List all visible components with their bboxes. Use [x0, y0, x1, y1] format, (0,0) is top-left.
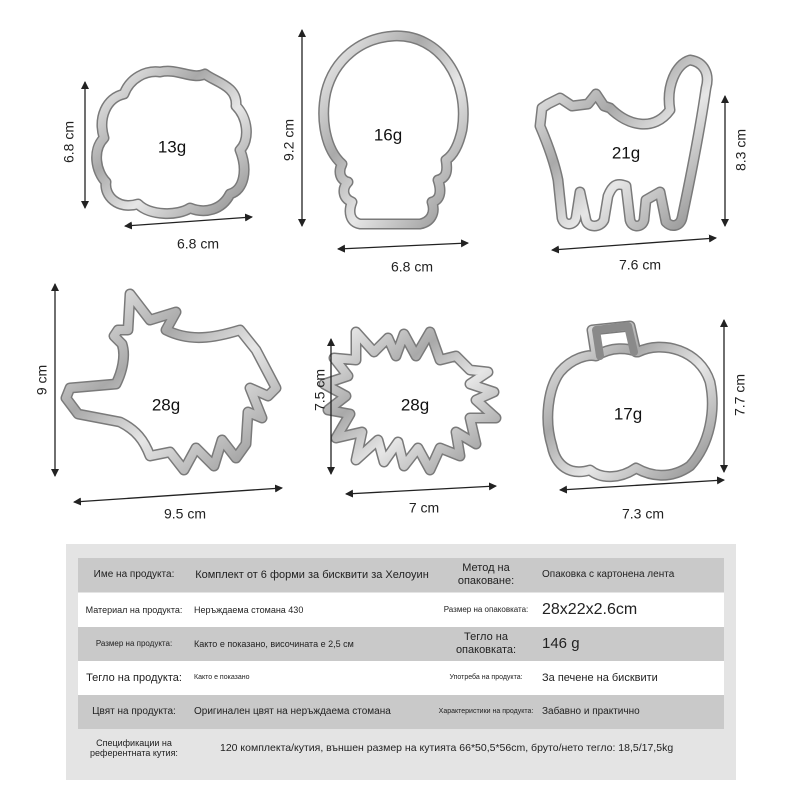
- spider-web-cutter-height-label: 6.8 cm: [60, 120, 77, 164]
- witch-cutter-width-label: 9.5 cm: [163, 505, 207, 522]
- spec-row: [78, 627, 724, 661]
- cat-cutter-height-label: 8.3 cm: [732, 128, 749, 172]
- pumpkin-cutter-height-label: 7.7 cm: [731, 373, 748, 417]
- pumpkin-cutter-weight-label: 17g: [613, 404, 643, 424]
- cat-cutter-width-label: 7.6 cm: [618, 256, 662, 273]
- spec-key: Тегло на продукта:: [86, 671, 182, 684]
- spec-value: 146 g: [542, 635, 580, 653]
- spider-cutter-weight-label: 28g: [400, 395, 430, 415]
- spider-cutter-width-label: 7 cm: [408, 499, 440, 516]
- spec-value: Неръждаема стомана 430: [194, 604, 304, 615]
- spider-web-cutter-width-arrow: [125, 217, 252, 226]
- spec-reference-value: 120 комплекта/кутия, външен размер на кутията 66*50,5*56cm, бруто/нето тегло: 18,5/17,5kg: [220, 741, 674, 754]
- witch-cutter-weight-label: 28g: [151, 395, 181, 415]
- witch-shape: [66, 294, 276, 470]
- spider-web-cutter-width-label: 6.8 cm: [176, 235, 220, 252]
- spec-value: Както е показано: [194, 673, 250, 681]
- spec-value: За печене на бисквити: [542, 671, 658, 684]
- spec-key: Употреба на продукта:: [449, 673, 523, 681]
- spec-value: Забавно и практично: [542, 706, 640, 718]
- spec-row: [78, 558, 724, 592]
- spec-value: Както е показано, височината е 2,5 см: [194, 638, 354, 649]
- skull-cutter-width-arrow: [338, 243, 468, 249]
- spider-cutter-height-label: 7.5 cm: [311, 368, 328, 412]
- spec-value: 28x22x2.6cm: [542, 600, 638, 618]
- pumpkin-cutter-width-arrow: [560, 480, 724, 490]
- spec-key: Име на продукта:: [93, 569, 175, 581]
- spec-row: [78, 661, 724, 695]
- spec-table: [66, 544, 736, 780]
- pumpkin-cutter-width-label: 7.3 cm: [621, 505, 665, 522]
- spec-row: [78, 695, 724, 729]
- cat-cutter-width-arrow: [552, 238, 716, 250]
- spec-key: Размер на продукта:: [95, 639, 173, 649]
- spider-cutter-width-arrow: [346, 486, 496, 494]
- spec-key: Характеристики на продукта:: [438, 707, 534, 715]
- spec-value: Оригинален цвят на неръждаема стомана: [194, 706, 391, 718]
- witch-cutter-width-arrow: [74, 488, 282, 502]
- spec-key: Тегло на опаковката:: [455, 631, 517, 656]
- spider-web-cutter-weight-label: 13g: [157, 137, 187, 157]
- spec-value: Комплект от 6 форми за бисквити за Хелоуин: [195, 568, 429, 581]
- spec-key: Материал на продукта:: [85, 604, 183, 615]
- spec-key: Метод на опаковане:: [457, 562, 515, 587]
- skull-cutter-height-label: 9.2 cm: [280, 118, 297, 162]
- skull-cutter-weight-label: 16g: [373, 125, 403, 145]
- spec-value: Опаковка с картонена лента: [542, 569, 675, 581]
- spec-key: Цвят на продукта:: [92, 706, 176, 718]
- spec-row: [78, 593, 724, 627]
- spec-reference-row: [78, 729, 724, 767]
- spec-reference-label: Спецификации на референтната кутия:: [90, 737, 178, 758]
- cat-cutter-weight-label: 21g: [611, 143, 641, 163]
- skull-cutter-width-label: 6.8 cm: [390, 258, 434, 275]
- spec-key: Размер на опаковката:: [443, 605, 529, 615]
- witch-cutter-height-label: 9 cm: [33, 364, 50, 396]
